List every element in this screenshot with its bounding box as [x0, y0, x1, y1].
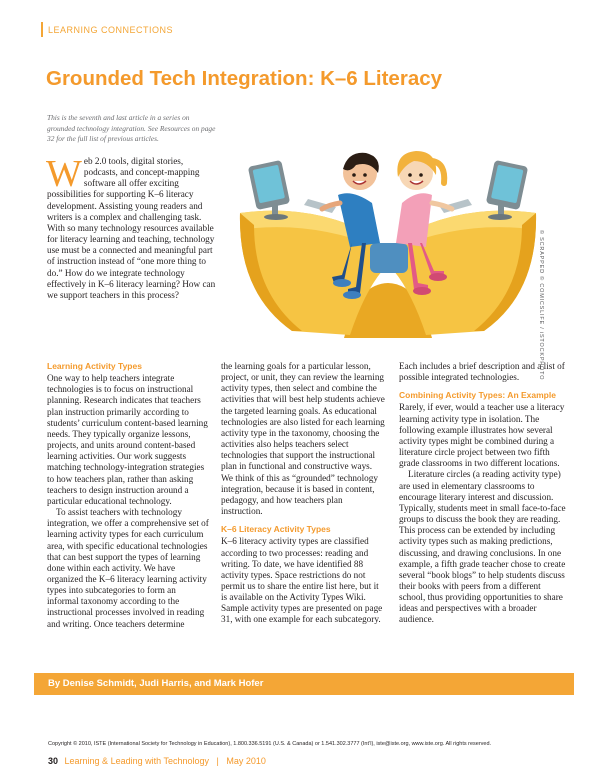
- column-3: [399, 361, 567, 626]
- column-1: [47, 361, 209, 630]
- lead-paragraph: [46, 153, 219, 301]
- footer-separator: |: [216, 756, 219, 766]
- image-credit: © SCRAPPED © COMICSLIFE / iSTOCKPHOTO: [538, 230, 544, 381]
- copyright-notice: Copyright © 2010, ISTE (International Society for Technology in Education), 1.800.336.5191 (U.S. & Canada) or 1.541.302.3777 (Int’l), iste@iste.org, www.iste.org. All rights reserved.: [48, 741, 492, 747]
- col3-paragraph-1: Each includes a brief description and a list of possible integrated technologies.: [399, 361, 565, 383]
- drop-cap: W: [46, 153, 82, 195]
- col1-paragraph-1: One way to help teachers integrate technologies is to focus on instructional planning. Research indicates that teachers plan instruction primarily according to students’ curriculum content-based learning needs. They typically organize lessons, projects, and units around content-based learning activities. Our work suggests matching technology-integration strategies to how teachers plan, rather than asking teachers to design instruction around a particular educational technology.: [47, 373, 208, 506]
- column-2: [221, 361, 386, 626]
- kids-computers-illustration: [232, 143, 544, 343]
- page-number: 30: [48, 756, 59, 766]
- publication-name: Learning & Leading with Technology: [64, 756, 209, 766]
- col3-paragraph-3: Literature circles (a reading activity type) are used in elementary classrooms to encourage literary interest and discussion. Typically, students meet in small face-to-face groups to discuss the book they are reading. This process can be extended by including activity types such as making predictions, discussing, and drawing conclusions. In one example, a fifth grade teacher chose to create several “book blogs” to help students discuss their books with peers from a different school, thus providing opportunities to share ideas and perspectives with a broader audience.: [399, 469, 566, 625]
- section-marker: [41, 22, 43, 37]
- article-title: Grounded Tech Integration: K–6 Literacy: [46, 67, 443, 90]
- col2-paragraph-2: K–6 literacy activity types are classified according to two processes: reading and writing. To date, we have identified 88 activity types. Space restrictions do not permit us to share the entire list here, but it is available on the Activity Types Wiki. Sample activity types are presented on page 31, with one example for each subcategory.: [221, 536, 383, 625]
- page-footer: [48, 756, 266, 766]
- section-label: LEARNING CONNECTIONS: [48, 25, 174, 35]
- col1-paragraph-2: To assist teachers with technology integration, we offer a comprehensive set of learning activity types for each curriculum area, with specific educational technologies that can best support the types of learning done within each activity. We have organized the K–6 literacy learning activity types into subcategories to form an informal taxonomy according to the instructional processes involved in reading and writing. Once teachers determine: [47, 507, 209, 629]
- combining-activity-types-heading: Combining Activity Types: An Example: [399, 390, 556, 401]
- col2-paragraph-1: the learning goals for a particular lesson, project, or unit, they can review the learning activity types, then select and combine the activities that will best help students achieve the targeted learning goals. As educational technologies are also listed for each learning activity type in the taxonomy, choosing the activities also helps teachers select technologies that support the instructional plan in functional and constructive ways. We think of this as “grounded” technology integration, because it is based in content, pedagogy, and how teachers plan instruction.: [221, 361, 385, 517]
- learning-activity-types-heading: Learning Activity Types: [47, 361, 142, 371]
- k6-literacy-activity-types-heading: K–6 Literacy Activity Types: [221, 524, 331, 535]
- col3-paragraph-2: Rarely, if ever, would a teacher use a literacy learning activity type in isolation. The following example illustrates how several activity types might be combined during a literature circle project between two fifth grade classrooms in two different locations.: [399, 402, 565, 469]
- series-note: This is the seventh and last article in a series on grounded technology integration. See Resources on page 32 for the full list of previous articles.: [47, 113, 216, 144]
- author-byline: By Denise Schmidt, Judi Harris, and Mark Hofer: [48, 678, 264, 689]
- issue-date: May 2010: [226, 756, 266, 766]
- lead-text: eb 2.0 tools, digital stories, podcasts, and concept-mapping software all offer exciting possibilities for supporting K–6 literacy development. Assisting young readers and writers is a complex and challenging task. With so many technology resources available for literacy learning and teaching, technology use must be a connected and meaningful part of instruction instead of “one more thing to do.” How do we integrate technology effectively in K–6 literacy learning? How can we support teachers in this process?: [47, 156, 216, 300]
